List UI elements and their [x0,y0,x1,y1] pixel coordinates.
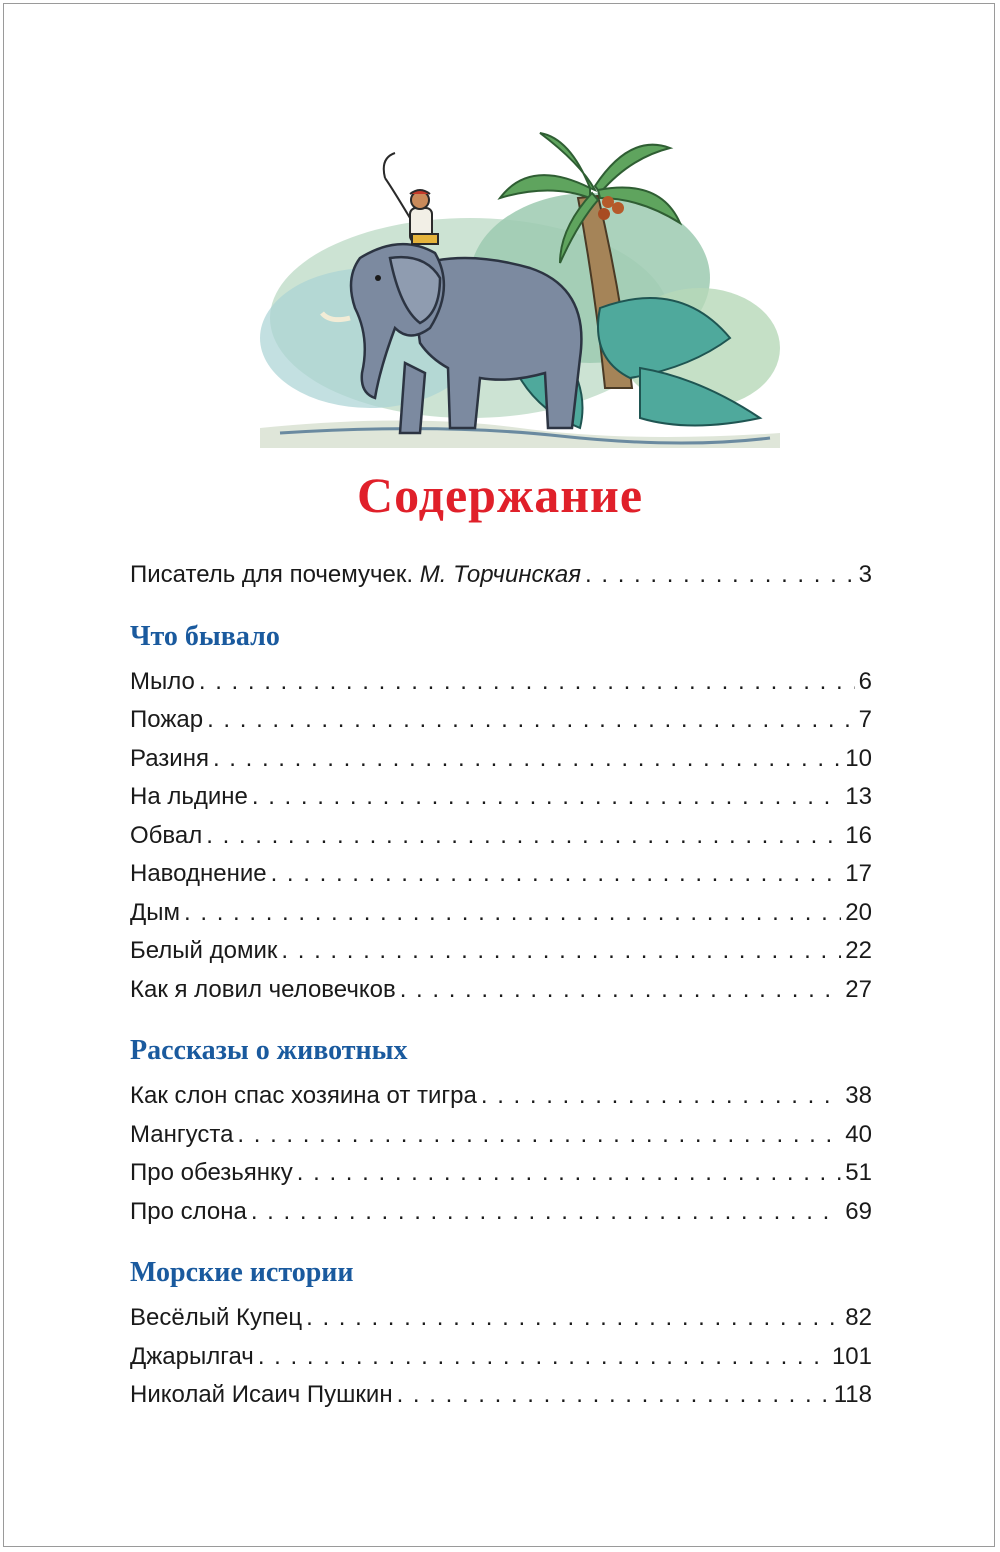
toc-entry[interactable] [130,894,872,933]
toc-entry[interactable] [130,1154,872,1193]
toc-entry-title: Пожар [130,706,204,733]
toc-entry-page: 38 [845,1082,872,1109]
dot-leader [184,894,841,932]
toc-entry-title: Дым [130,898,181,926]
toc-entry-page: 101 [831,1342,872,1370]
toc-entry-page: 10 [845,744,872,772]
toc-entry[interactable] [130,932,872,971]
toc-entry-title: Обвал [130,821,203,849]
dot-leader [306,1299,841,1337]
toc-entry-page: 6 [858,667,872,695]
toc-entry-title: Про обезьянку [130,1159,293,1186]
toc-entry-page: 17 [845,860,872,887]
dot-leader [585,556,855,594]
toc-entry-title: Весёлый Купец [130,1304,303,1331]
dot-leader [252,778,841,816]
toc-entry-title: На льдине [130,783,248,810]
toc-entry[interactable] [130,1077,872,1116]
toc-entry[interactable] [130,740,872,779]
toc-entry-title: Наводнение [130,860,267,887]
toc-entry[interactable] [130,1116,872,1155]
toc-entry[interactable] [130,778,872,817]
toc-entry-title: Разиня [130,744,209,772]
toc-entry-page: 51 [845,1159,872,1186]
toc-entry[interactable] [130,1299,872,1338]
dot-leader [213,740,841,778]
toc-entry[interactable] [130,701,872,740]
toc-entry-page: 3 [858,561,872,588]
dot-leader [199,663,855,701]
toc-entry-title: Про слона [130,1197,247,1225]
toc-entry-page: 13 [845,783,872,810]
dot-leader [237,1116,841,1154]
toc-entry-page: 16 [845,821,872,849]
toc-entry[interactable] [130,1193,872,1232]
section-heading-rasskazy-o-zhivotnyh: Рассказы о животных [130,1035,408,1066]
page-title: Содержание [356,467,644,523]
dot-leader [251,1193,841,1231]
toc-entry-page: 7 [858,706,872,733]
dot-leader [206,817,841,855]
dot-leader [297,1154,842,1192]
dot-leader [481,1077,841,1115]
toc-entry[interactable] [130,817,872,856]
toc-entry-page: 69 [845,1197,872,1225]
dot-leader [271,855,842,893]
dot-leader [258,1338,828,1376]
toc-entry-intro[interactable] [130,556,872,595]
section-heading-chto-byvalo: Что бывало [130,620,280,652]
toc-entry[interactable] [130,855,872,894]
dot-leader [281,932,841,970]
toc-entry-page: 27 [845,975,872,1003]
toc-entry-title: Джарылгач [130,1342,254,1370]
toc-entry-title: Мангуста [130,1120,234,1148]
toc-entry-title: Писатель для почемучек. [130,561,414,588]
toc-entry[interactable] [130,1376,872,1415]
toc-entry-title: Как слон спас хозяина от тигра [130,1082,477,1109]
toc-entry-page: 22 [845,937,872,964]
toc-entry-page: 118 [833,1381,872,1408]
dot-leader [397,1376,830,1414]
toc-entry[interactable] [130,971,872,1010]
section-heading-morskie-istorii: Морские истории [130,1257,354,1288]
dot-leader [207,701,855,739]
toc-entry[interactable] [130,1338,872,1377]
toc-entry-title: Мыло [130,667,195,695]
toc-entry-author: М. Торчинская [419,561,582,588]
toc-entry-page: 82 [845,1304,872,1331]
table-of-contents [130,556,872,1415]
dot-leader [400,971,842,1009]
elephant-jungle-illustration [260,128,780,458]
toc-entry-title: Белый домик [130,937,278,964]
toc-entry-title: Николай Исаич Пушкин [130,1381,393,1408]
toc-entry-title: Как я ловил человечков [130,975,396,1003]
toc-entry-page: 40 [845,1120,872,1148]
toc-entry-page: 20 [845,898,872,926]
toc-entry[interactable] [130,663,872,702]
